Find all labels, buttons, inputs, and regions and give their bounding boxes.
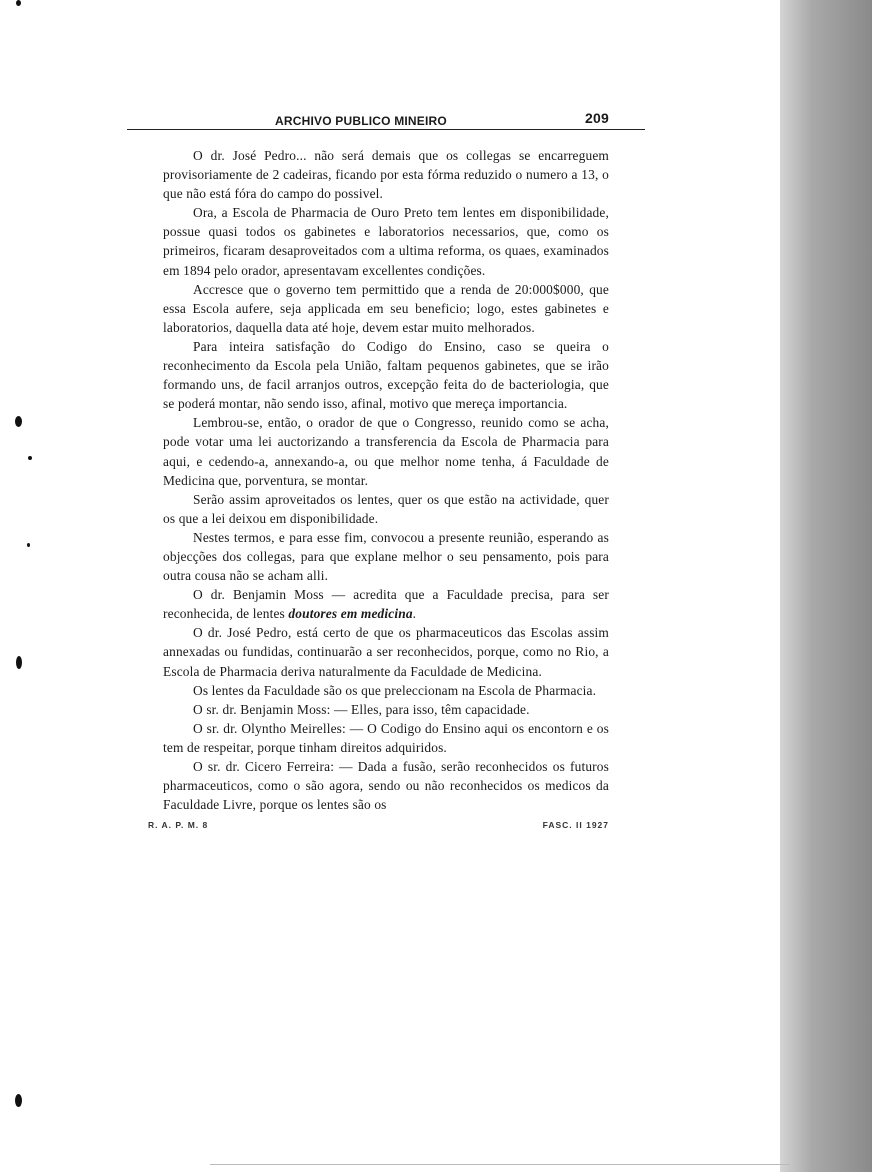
scan-speck xyxy=(15,416,22,427)
running-header xyxy=(163,108,609,128)
scan-page-edge xyxy=(780,0,872,1172)
paragraph xyxy=(163,585,609,623)
scan-bottom-edge xyxy=(210,1164,790,1165)
header-rule xyxy=(127,129,645,130)
paragraph-text: O dr. Benjamin Moss — acredita que a Faculdade precisa, para ser reconhecida, de lentes xyxy=(163,587,609,622)
paragraph: Accresce que o governo tem permittido que a renda de 20:000$000, que essa Escola aufere, seja applicada em seu beneficio; logo, estes gabinetes e laboratorios, daquella data até hoje, devem estar muito melhorados. xyxy=(163,281,609,335)
paragraph: O dr. José Pedro... não será demais que os collegas se encarreguem provisoriamente de 2 cadeiras, ficando por esta fórma reduzido o numero a 13, o que não está fóra do campo do possivel. xyxy=(163,148,609,202)
page-number: 209 xyxy=(585,110,609,126)
body-text xyxy=(163,146,609,814)
paragraph: O dr. José Pedro, está certo de que os pharmaceuticos das Escolas assim annexadas ou fundidas, continuarão a ser reconhecidos, porque, como no Rio, a Escola de Pharmacia deriva naturalmente da Faculdade de Medicina. xyxy=(163,625,609,679)
emphasis-text: doutores em medicina xyxy=(288,606,413,622)
header-title: ARCHIVO PUBLICO MINEIRO xyxy=(275,114,447,128)
paragraph: O sr. dr. Benjamin Moss: — Elles, para isso, têm capacidade. xyxy=(193,701,530,717)
paragraph-text: . xyxy=(412,606,417,622)
scan-speck xyxy=(15,1094,22,1107)
document-page xyxy=(148,108,609,836)
footer-right: FASC. II 1927 xyxy=(542,820,609,831)
scan-speck xyxy=(16,656,22,669)
paragraph: Ora, a Escola de Pharmacia de Ouro Preto tem lentes em disponibilidade, possue quasi todos os gabinetes e laboratorios necessarios, que, como os primeiros, ficaram desaproveitados com a ultima reforma, os quaes, examinados em 1894 pelo orador, apresentavam excellentes condições. xyxy=(163,205,609,278)
scan-speck xyxy=(27,543,30,547)
page-footer xyxy=(148,820,609,836)
paragraph: Os lentes da Faculdade são os que preleccionam na Escola de Pharmacia. xyxy=(193,682,597,698)
scan-speck xyxy=(28,456,32,460)
paragraph: Para inteira satisfação do Codigo do Ensino, caso se queira o reconhecimento da Escola pela União, faltam pequenos gabinetes, que se irão formando uns, de facil arranjos outros, excepção feita do de bacteriologia, que se poderá montar, não sendo isso, afinal, motivo que mereça importancia. xyxy=(163,338,609,412)
footer-left: R. A. P. M. 8 xyxy=(148,820,209,831)
scan-speck xyxy=(16,0,21,6)
paragraph: Nestes termos, e para esse fim, convocou a presente reunião, esperando as objecções dos collegas, para que explane melhor o seu pensamento, pois para outra cousa não se acham alli. xyxy=(163,529,609,584)
paragraph: O sr. dr. Olyntho Meirelles: — O Codigo do Ensino aqui os encontorn e os tem de respeitar, porque tinham direitos adquiridos. xyxy=(163,720,609,755)
paragraph: Lembrou-se, então, o orador de que o Congresso, reunido como se acha, pode votar uma lei auctorizando a transferencia da Escola de Pharmacia para aqui, e cedendo-a, annexando-a, ou que melhor nome tenha, á Faculdade de Medicina que, porventura, se montar. xyxy=(163,415,609,488)
paragraph: Serão assim aproveitados os lentes, quer os que estão na actividade, quer os que a lei deixou em disponibilidade. xyxy=(163,491,609,526)
paragraph: O sr. dr. Cicero Ferreira: — Dada a fusão, serão reconhecidos os futuros pharmaceuticos, como o são agora, sendo ou não reconhecidos os medicos da Faculdade Livre, porque os lentes são os xyxy=(163,759,609,813)
